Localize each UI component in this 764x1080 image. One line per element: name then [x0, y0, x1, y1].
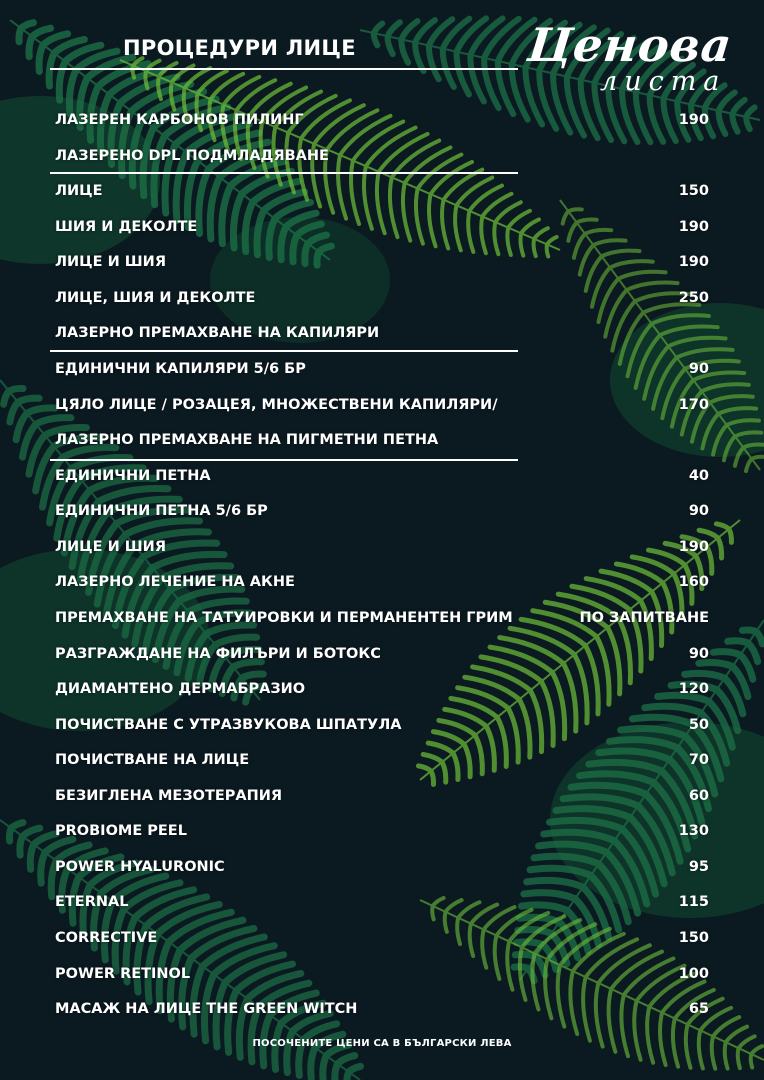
service-price: 95	[688, 859, 709, 875]
service-name: ЛИЦЕ	[55, 183, 103, 199]
service-price: 250	[678, 290, 709, 306]
price-row	[55, 219, 709, 243]
service-name: ЕДИНИЧНИ КАПИЛЯРИ 5/6 БР	[55, 361, 306, 377]
service-price: 190	[678, 539, 709, 555]
service-name: PROBIOME PEEL	[55, 823, 187, 839]
price-row	[55, 894, 709, 918]
service-name: ЛИЦЕ И ШИЯ	[55, 539, 166, 555]
service-name: POWER HYALURONIC	[55, 859, 225, 875]
service-name: ДИАМАНТЕНО ДЕРМАБРАЗИО	[55, 681, 306, 697]
section-heading: ЛАЗЕРЕНО DPL ПОДМЛАДЯВАНЕ	[55, 148, 329, 164]
currency-footnote: ПОСОЧЕНИТЕ ЦЕНИ СА В БЪЛГАРСКИ ЛЕВА	[252, 1038, 512, 1049]
service-price: 150	[678, 930, 709, 946]
section-divider	[50, 459, 518, 461]
section-heading-row	[55, 325, 709, 349]
service-name: CORRECTIVE	[55, 930, 158, 946]
service-price: 90	[688, 361, 709, 377]
price-row	[55, 859, 709, 883]
section-heading: ЛАЗЕРНО ПРЕМАХВАНЕ НА КАПИЛЯРИ	[55, 325, 380, 341]
service-name: ЛАЗЕРНО ЛЕЧЕНИЕ НА АКНЕ	[55, 574, 295, 590]
service-price: 160	[678, 574, 709, 590]
service-price: 190	[678, 254, 709, 270]
service-price: 120	[678, 681, 709, 697]
service-price: 90	[688, 503, 709, 519]
service-name: ЕДИНИЧНИ ПЕТНА	[55, 468, 211, 484]
price-row	[55, 610, 709, 634]
price-row	[55, 290, 709, 314]
service-price: 60	[688, 788, 709, 804]
price-row	[55, 823, 709, 847]
service-price: ПО ЗАПИТВАНЕ	[579, 610, 709, 626]
price-row	[55, 397, 709, 421]
service-price: 115	[678, 894, 709, 910]
title-divider	[50, 68, 518, 70]
service-name: ЦЯЛО ЛИЦЕ / РОЗАЦЕЯ, МНОЖЕСТВЕНИ КАПИЛЯРИ/	[55, 397, 498, 413]
price-row	[55, 646, 709, 670]
service-price: 70	[688, 752, 709, 768]
price-row	[55, 468, 709, 492]
price-row	[55, 503, 709, 527]
price-row	[55, 966, 709, 990]
section-heading-row	[55, 148, 709, 172]
price-row	[55, 717, 709, 741]
service-price: 130	[678, 823, 709, 839]
service-price: 100	[678, 966, 709, 982]
service-name: ПРЕМАХВАНЕ НА ТАТУИРОВКИ И ПЕРМАНЕНТЕН ГРИМ	[55, 610, 513, 626]
price-row	[55, 574, 709, 598]
service-name: МАСАЖ НА ЛИЦЕ THE GREEN WITCH	[55, 1001, 358, 1017]
price-row	[55, 1001, 709, 1025]
service-price: 150	[678, 183, 709, 199]
price-row	[55, 183, 709, 207]
service-name: БЕЗИГЛЕНА МЕЗОТЕРАПИЯ	[55, 788, 283, 804]
service-price: 50	[688, 717, 709, 733]
service-name: ЛИЦЕ, ШИЯ И ДЕКОЛТЕ	[55, 290, 256, 306]
price-row	[55, 112, 709, 136]
page-title: ПРОЦЕДУРИ ЛИЦЕ	[123, 36, 356, 60]
service-price: 170	[678, 397, 709, 413]
service-name: ПОЧИСТВАНЕ С УТРАЗВУКОВА ШПАТУЛА	[55, 717, 402, 733]
service-name: POWER RETINOL	[55, 966, 191, 982]
price-row	[55, 788, 709, 812]
price-list-logo	[525, 18, 748, 98]
price-row	[55, 539, 709, 563]
service-name: ETERNAL	[55, 894, 129, 910]
service-name: ЕДИНИЧНИ ПЕТНА 5/6 БР	[55, 503, 268, 519]
service-price: 90	[688, 646, 709, 662]
service-name: ЛАЗЕРЕН КАРБОНОВ ПИЛИНГ	[55, 112, 304, 128]
price-row	[55, 930, 709, 954]
section-heading-row	[55, 432, 709, 456]
service-price: 40	[688, 468, 709, 484]
section-divider	[50, 172, 518, 174]
service-price: 65	[688, 1001, 709, 1017]
section-divider	[50, 350, 518, 352]
service-name: РАЗГРАЖДАНЕ НА ФИЛЪРИ И БОТОКС	[55, 646, 381, 662]
service-name: ШИЯ И ДЕКОЛТЕ	[55, 219, 198, 235]
price-row	[55, 254, 709, 278]
price-row	[55, 361, 709, 385]
section-heading: ЛАЗЕРНО ПРЕМАХВАНЕ НА ПИГМЕТНИ ПЕТНА	[55, 432, 439, 448]
service-name: ЛИЦЕ И ШИЯ	[55, 254, 166, 270]
logo-main-text: Ценова	[525, 18, 735, 72]
price-row	[55, 681, 709, 705]
price-row	[55, 752, 709, 776]
service-price: 190	[678, 219, 709, 235]
service-price: 190	[678, 112, 709, 128]
logo-sub-text: листа	[600, 66, 727, 97]
service-name: ПОЧИСТВАНЕ НА ЛИЦЕ	[55, 752, 250, 768]
